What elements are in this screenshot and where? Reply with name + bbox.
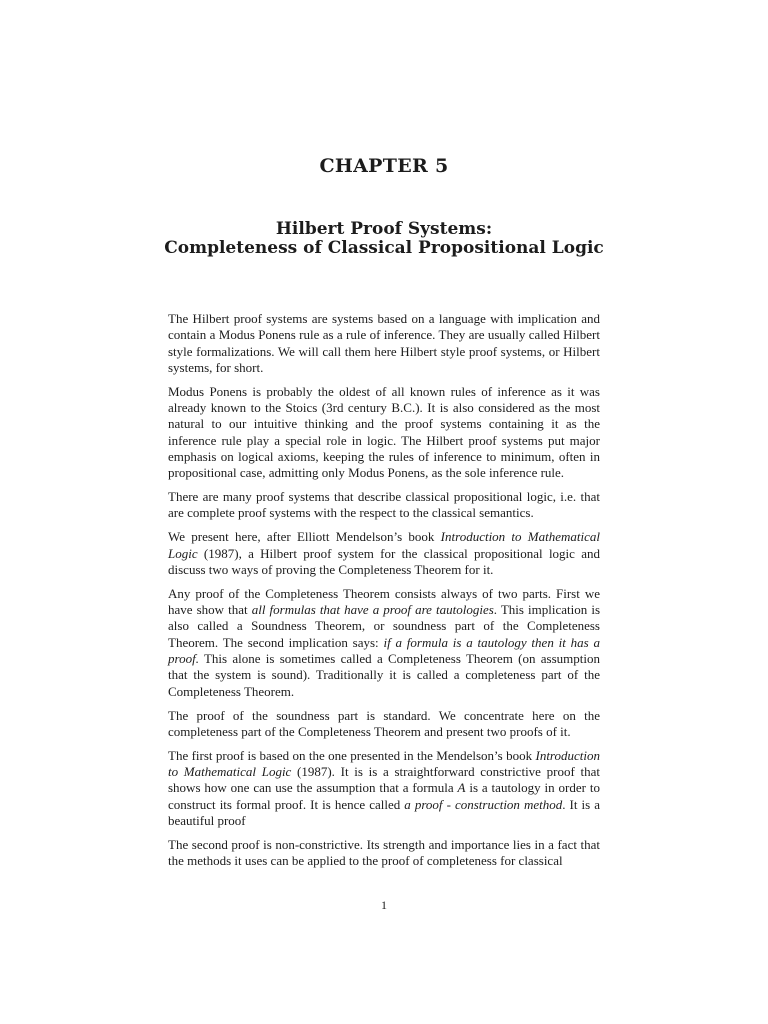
book-title-italic: Introduction to Mathematical Logic <box>168 529 600 561</box>
paragraph-8: The second proof is non-constrictive. Its strength and importance lies in a fact that the methods it uses can be applied to the proof of completeness for classical <box>168 836 600 869</box>
book-title-italic-2: Introduction to Mathematical Logic <box>168 747 600 779</box>
paragraph-2: Modus Ponens is probably the oldest of all known rules of inference as it was already known to the Stoics (3rd century B.C.). It is also considered as the most natural to our intuitive thinking and the proof systems containing it as the inference rule play a special role in logic. The Hilbert proof systems put major emphasis on logical axioms, keeping the rules of inference to minimum, often in propositional case, admitting only Modus Ponens, as the sole inference rule. <box>168 383 600 481</box>
paragraph-7-text-c: (1987). It is is a straightforward constrictive proof that shows how one can use the assumption that a formula <box>168 763 600 796</box>
chapter-heading: CHAPTER 5 <box>319 155 449 177</box>
page-number: 1 <box>381 898 387 912</box>
paragraph-7-text-a: The first proof is based on the one presented in the Mendelson’s book <box>168 747 536 763</box>
chapter-title-line-2: Completeness of Classical Propositional Logic <box>164 238 604 258</box>
paragraph-7-text-g: . It is a beautiful proof <box>168 796 601 828</box>
paragraph-5 <box>168 586 600 700</box>
chapter-title <box>0 220 768 258</box>
paragraph-5-text-a: Any proof of the Completeness Theorem consists always of two parts. First we have show that <box>168 585 600 618</box>
paragraph-4-text-c: (1987), a Hilbert proof system for the classical propositional logic and discuss two ways of proving the Completeness Theorem for it. <box>168 545 600 577</box>
paragraph-5-text-c: . This implication is also called a Soundness Theorem, or soundness part of the Completeness Theorem. The second implication says: <box>168 602 601 650</box>
chapter-title-line-1: Hilbert Proof Systems: <box>275 219 493 239</box>
soundness-statement-italic: all formulas that have a proof are tautologies <box>251 602 494 618</box>
completeness-statement-italic: if a formula is a tautology then it has a proof. <box>168 634 600 667</box>
paragraph-1: The Hilbert proof systems are systems based on a language with implication and contain a Modus Ponens rule as a rule of inference. They are usually called Hilbert style formalizations. We will call them here Hilbert style proof systems, or Hilbert systems, for short. <box>168 311 600 375</box>
paragraph-4-text-a: We present here, after Elliott Mendelson’s book <box>168 529 441 545</box>
paragraph-4 <box>168 529 600 578</box>
paragraph-7-text-e: is a tautology in order to construct its formal proof. It is hence called <box>168 780 600 812</box>
paragraph-5-text-e: This alone is sometimes called a Completeness Theorem (on assumption that the system is sound). Traditionally it is called a completeness part of the Completeness Theorem. <box>168 651 600 699</box>
body-text <box>168 311 600 877</box>
formula-variable-italic: A <box>457 780 466 796</box>
paragraph-7 <box>168 748 600 829</box>
paragraph-6: The proof of the soundness part is standard. We concentrate here on the completeness part of the Completeness Theorem and present two proofs of it. <box>168 707 600 739</box>
paragraph-3: There are many proof systems that describe classical propositional logic, i.e. that are complete proof systems with the respect to the classical semantics. <box>168 489 600 521</box>
proof-construction-method-italic: a proof - construction method <box>404 796 563 812</box>
